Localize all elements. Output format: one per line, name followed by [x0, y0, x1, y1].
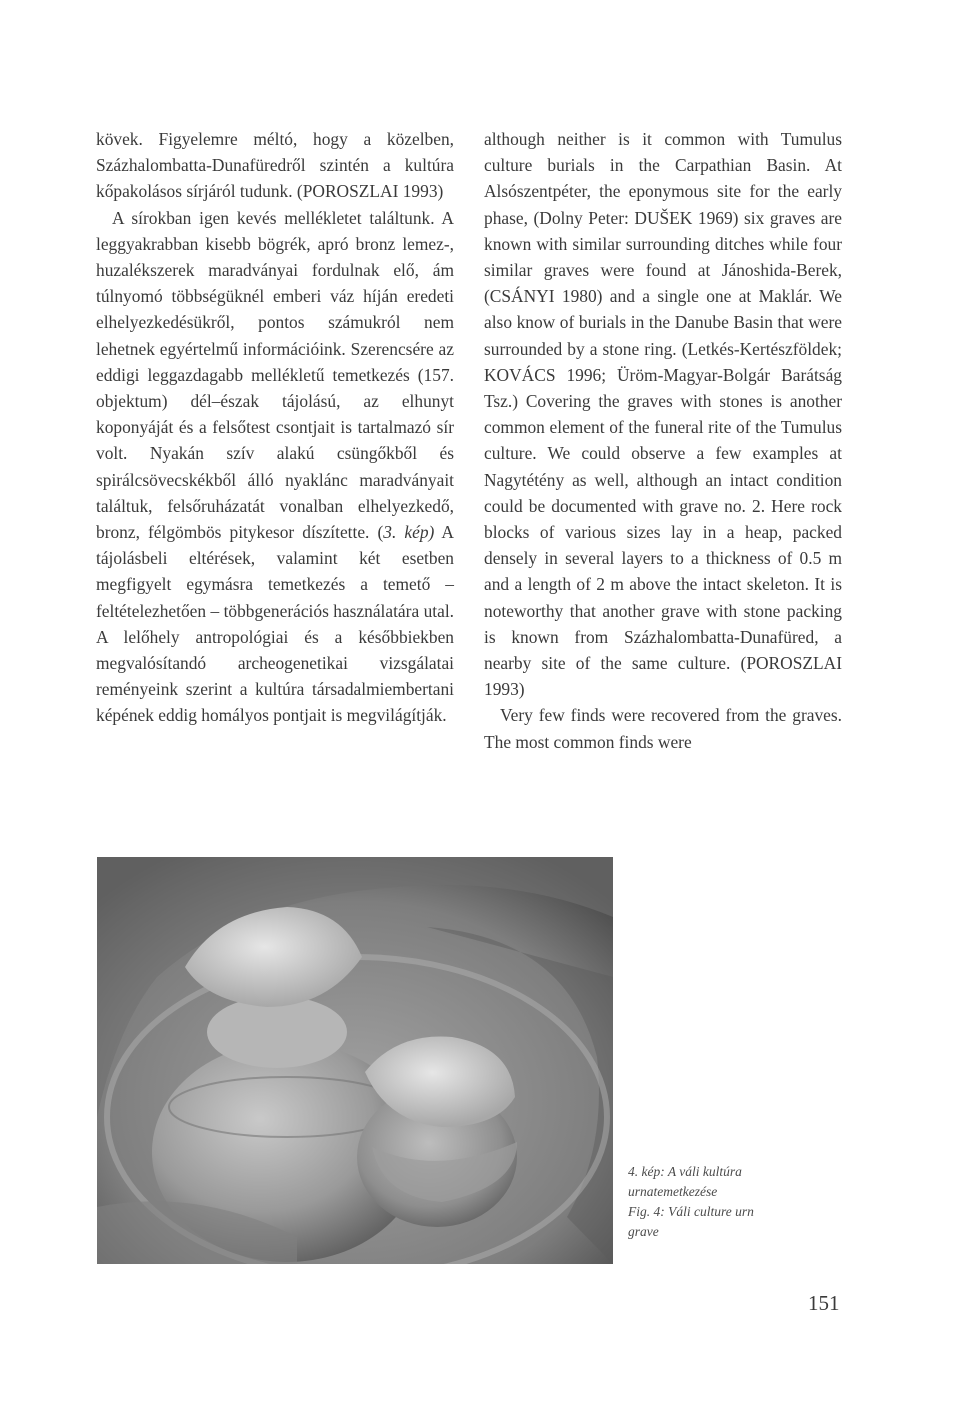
figure-reference: 3. kép)	[383, 522, 435, 543]
caption-english-line-2: grave	[628, 1224, 659, 1239]
right-paragraph-1: although neither is it common with Tumulus culture burials in the Carpathian Basin. At Alsószentpéter, the eponymous site for the early phase, (Dolny Peter: DUŠEK 1969) six graves are known with similar surrounding ditches while four similar graves were found at Jánoshida-Berek, (CSÁNYI 1980) and a single one at Maklár. We also know of burials in the Danube Basin that were surrounded by a stone ring. (Letkés-Kertészföldek; KOVÁCS 1996; Üröm-Magyar-Bolgár Barátság Tsz.) Covering the graves with stones is another common element of the funeral rite of the Tumulus culture. We could observe a few examples at Nagytétény as well, although an intact condition could be documented with grave no. 2. Here rock blocks of various sizes lay in a heap, packed densely in several layers to a thickness of 0.5 m and a length of 2 m above the intact skeleton. It is noteworthy that another grave with stone packing is known from Százhalombatta-Dunafüred, a nearby site of the same culture. (POROSZLAI 1993)	[484, 129, 842, 700]
right-text-column	[484, 126, 842, 755]
left-paragraph-2: A sírokban igen kevés mellékletet találtunk. A leggyakrabban kisebb bögrék, apró bronz lemez-, huzalékszerek maradványai fordulnak elő, ám túlnyomó többségüknél emberi váz híján eredeti elhelyezkedésükről, pontos számukról nem lehetnek egyértelmű információink. Szerencsére az eddigi leggazdagabb mellékletű temetkezés (157. objektum) dél–észak tájolású, az elhunyt koponyáját és a felsőtest csontjait is tartalmazó sír volt. Nyakán szív alakú csüngőkből és spirálcsövecskékből álló nyaklánc maradványait találtuk, felsőruházatát vonalban elhelyezkedő, bronz, félgömbös pitykesor díszítette. (3. kép) A tájolásbeli eltérések, valamint két esetben megfigyelt egymásra temetkezés a temető – feltételezhetően – többgenerációs használatára utal. A lelőhely antropológiai és a későbbiekben megvalósítandó archeogenetikai vizsgálatai reményeink szerint a kultúra társadalmiembertani képének eddig homályos pontjait is megvilágítják.	[96, 207, 454, 726]
urn-grave-illustration	[97, 857, 613, 1264]
urn-grave-photo	[97, 857, 613, 1264]
caption-hungarian-line-1: 4. kép: A váli kultúra	[628, 1164, 742, 1179]
left-paragraph-1: kövek. Figyelemre méltó, hogy a közelben, Százhalombatta-Dunafüredről szintén a kultúra kőpakolásos sírjáról tudunk. (POROSZLAI 1993)	[96, 129, 454, 202]
right-paragraph-2: Very few finds were recovered from the graves. The most common finds were	[484, 705, 842, 752]
left-text-column	[96, 126, 454, 729]
figure-caption	[628, 1162, 808, 1242]
page-number: 151	[808, 1291, 840, 1315]
caption-hungarian-line-2: urnatemetkezése	[628, 1184, 718, 1199]
caption-english-line-1: Fig. 4: Váli culture urn	[628, 1204, 754, 1219]
